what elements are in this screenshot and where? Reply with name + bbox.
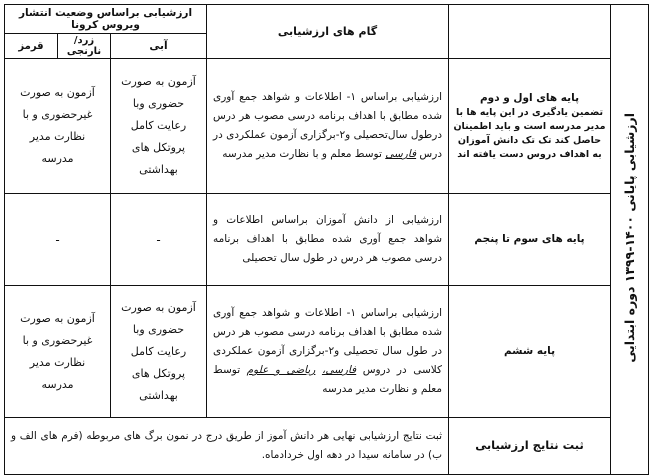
assessment-table	[4, 4, 649, 475]
row-grade-6-title	[449, 286, 611, 418]
steps-text: ارزشیابی براساس ۱- اطلاعات و شواهد جمع آوری شده مطابق با اهداف برنامه درسی مصوب هر درس در طول سال تحصیلی و۲-برگزاری آزمون عملکردی کلاسی در دروس	[213, 307, 443, 376]
steps-text: ارزشیابی براساس ۱- اطلاعات و شواهد جمع آوری شده مطابق با اهداف برنامه درسی مصوب هر درس درطول سال‌تحصیلی و۲-برگزاری آزمون عملکردی در درس	[213, 91, 442, 160]
row-grades-1-2-title	[449, 59, 611, 194]
corona-status-header: ارزشیابی براساس وضعیت انتشار ویروس کرونا	[5, 5, 207, 34]
row-title: پایه های اول و دوم	[479, 91, 580, 104]
row-title: پایه ششم	[503, 345, 556, 357]
row-grades-3-5-blue: -	[111, 194, 207, 286]
row-grades-3-5-title	[449, 194, 611, 286]
steps-text-end: توسط معلم و نظارت مدیر مدرسه	[213, 364, 442, 395]
row-subtitle: تضمین یادگیری در این پایه ها با مدیر مدرسه است و باید اطمینان حاصل کند تک تک دانش آموزان به اهداف دروس دست یافته اند	[453, 106, 606, 160]
row-title: پایه های سوم تا پنجم	[474, 233, 585, 245]
row-grades-3-5-yellow-red: -	[5, 194, 111, 286]
row-grades-3-5-steps: ارزشیابی از دانش آموزان براساس اطلاعات و شواهد جمع آوری شده مطابق با اهداف برنامه درسی مصوب هر درس در طول سال تحصیلی	[207, 194, 449, 286]
vertical-title-cell	[611, 5, 649, 475]
row-grade-6-steps	[207, 286, 449, 418]
red-status-header: قرمز	[5, 34, 58, 59]
header-blank-cell	[449, 5, 611, 59]
steps-underlined: فارسی	[385, 148, 417, 160]
steps-underlined: ریاضی و علوم	[246, 364, 316, 376]
row-results-steps: ثبت نتایج ارزشیابی نهایی هر دانش آموز از طریق درج در نمون برگ های مربوطه (فرم های الف و ب) در سامانه سیدا در دهه اول خردادماه.	[5, 418, 449, 475]
blue-status-header: آبی	[111, 34, 207, 59]
yellow-orange-status-header: زرد/نارنجی	[58, 34, 111, 59]
steps-underlined: فارسی،	[321, 364, 357, 376]
row-grade-6-yellow-red: آزمون به صورت غیرحضوری و با نظارت مدیر مدرسه	[5, 286, 111, 418]
row-grades-1-2-yellow-red: آزمون به صورت غیرحضوری و با نظارت مدیر مدرسه	[5, 59, 111, 194]
assessment-table-sheet	[4, 4, 648, 460]
row-results-title	[449, 418, 611, 475]
row-grades-1-2-steps	[207, 59, 449, 194]
vertical-title: ارزشیابی پایانی ۱۴۰۰-۱۳۹۹ دوره ابتدایی	[622, 112, 637, 363]
row-grade-6-blue: آزمون به صورت حضوری وبا رعایت کامل پروتکل های بهداشتی	[111, 286, 207, 418]
row-grades-1-2-blue: آزمون به صورت حضوری وبا رعایت کامل پروتکل های بهداشتی	[111, 59, 207, 194]
steps-text-end: توسط معلم و با نظارت مدیر مدرسه	[222, 148, 386, 160]
row-title: ثبت نتایج ارزشیابی	[475, 438, 584, 452]
steps-column-header: گام های ارزشیابی	[207, 5, 449, 59]
